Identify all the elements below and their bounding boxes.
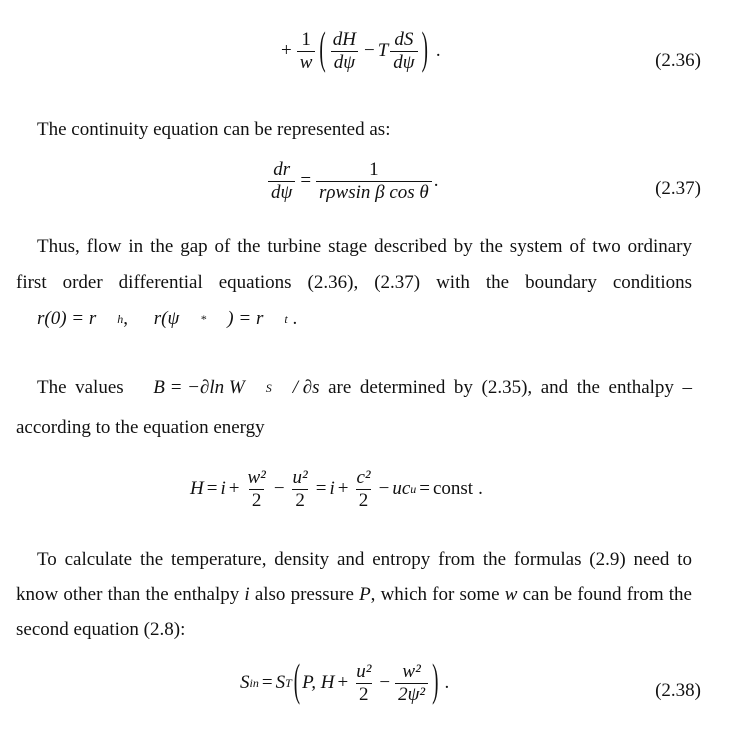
paragraph-values: The values B = −∂ln W S / ∂s are determined by (2.35), and the enthalpy – according to the equation energy: [16, 368, 692, 448]
equation-number-2-38: (2.38): [655, 680, 701, 701]
equation-number-2-37: (2.37): [655, 178, 701, 199]
paragraph-thus: Thus, flow in the gap of the turbine stage described by the system of two ordinary first order differential equations (2.36), (2.37) with the boundary conditions r(0) = r h , r(ψ * ) = r t .: [16, 229, 692, 337]
boundary-condition-1: r(0) = r h: [37, 308, 124, 329]
fraction-dS-dpsi: $\frac{dS}{d\psi}$: [390, 30, 417, 73]
fraction-c2-over-2: $\frac{\text{c²}}{2}$: [356, 467, 371, 511]
equation-end: .: [433, 170, 439, 192]
boundary-condition-2: r(ψ * ) = r t: [153, 308, 288, 329]
fraction-one-over-rho: $\frac{1}{\text{rρwsin β cos θ}}$: [316, 160, 432, 203]
equals-sign: =: [300, 170, 312, 192]
inline-formula-B: B = −∂ln W S / ∂s: [153, 377, 320, 398]
fraction-dr-dpsi: $\frac{dr}{d\psi}$: [268, 160, 295, 203]
right-paren: ): [432, 657, 439, 708]
left-paren: (: [293, 657, 301, 708]
fraction-u2-over-2: $\frac{\text{u²}}{2}$: [292, 467, 308, 511]
document-page: + $\frac{1}{w}$ ( $\frac{dH}{d\psi}$ − T $\frac{dS}{d\psi}$ ) . (2.36) The continuity equation can be represented as: $\frac{dr}{d\psi}$ = $\frac{1}{\text{rρwsin β cos θ}}$ . (2.37) Thus, flow in the gap of the turbine stage described by the system of two ordinary first order differential equations (2.36), (2.37) with the boundary conditions r(0) = r h , r(ψ * ) = r t . The values B = −∂ln W S / ∂s are determined by (2.35), and the enthalpy – according to the equation energy H = i + $\frac{\text{w²}}{2}$ − $\frac{\text{u²}}{2}$ = i + $\frac{\text{c²}}{2}$ − uc u = const . To calculate the temperature, density and entropy from the formulas (2.9) need to know other than the enthalpy i also pressure P, which for some w can be found from the second equation (2.8): S in = S T ( P, H + $\frac{\text{u²}}{2}$ − $\frac{\text{w²}}{\text{2ψ²}}$ ) . (2.38): [0, 0, 755, 729]
paragraph-calculate: To calculate the temperature, density and entropy from the formulas (2.9) need to know other than the enthalpy i also pressure P, which for some w can be found from the second equation (2.8):: [16, 549, 692, 640]
temperature-symbol: T: [377, 40, 389, 62]
fraction-one-over-w: $\frac{1}{w}$: [297, 30, 316, 73]
right-paren: ): [421, 25, 428, 76]
fraction-w2-over-2: $\frac{\text{w²}}{2}$: [247, 467, 266, 511]
paragraph-continuity: The continuity equation can be represented as:: [37, 119, 391, 140]
fraction-u2-over-2: $\frac{\text{u²}}{2}$: [356, 661, 372, 705]
plus-sign: +: [281, 40, 292, 62]
left-paren: (: [319, 25, 326, 76]
fraction-dH-dpsi: $\frac{dH}{d\psi}$: [330, 30, 359, 73]
minus-sign: −: [363, 40, 375, 62]
fraction-w2-over-2psi2: $\frac{\text{w²}}{\text{2ψ²}}$: [395, 662, 428, 705]
equation-number-2-36: (2.36): [655, 50, 701, 71]
equation-end: .: [435, 40, 441, 62]
